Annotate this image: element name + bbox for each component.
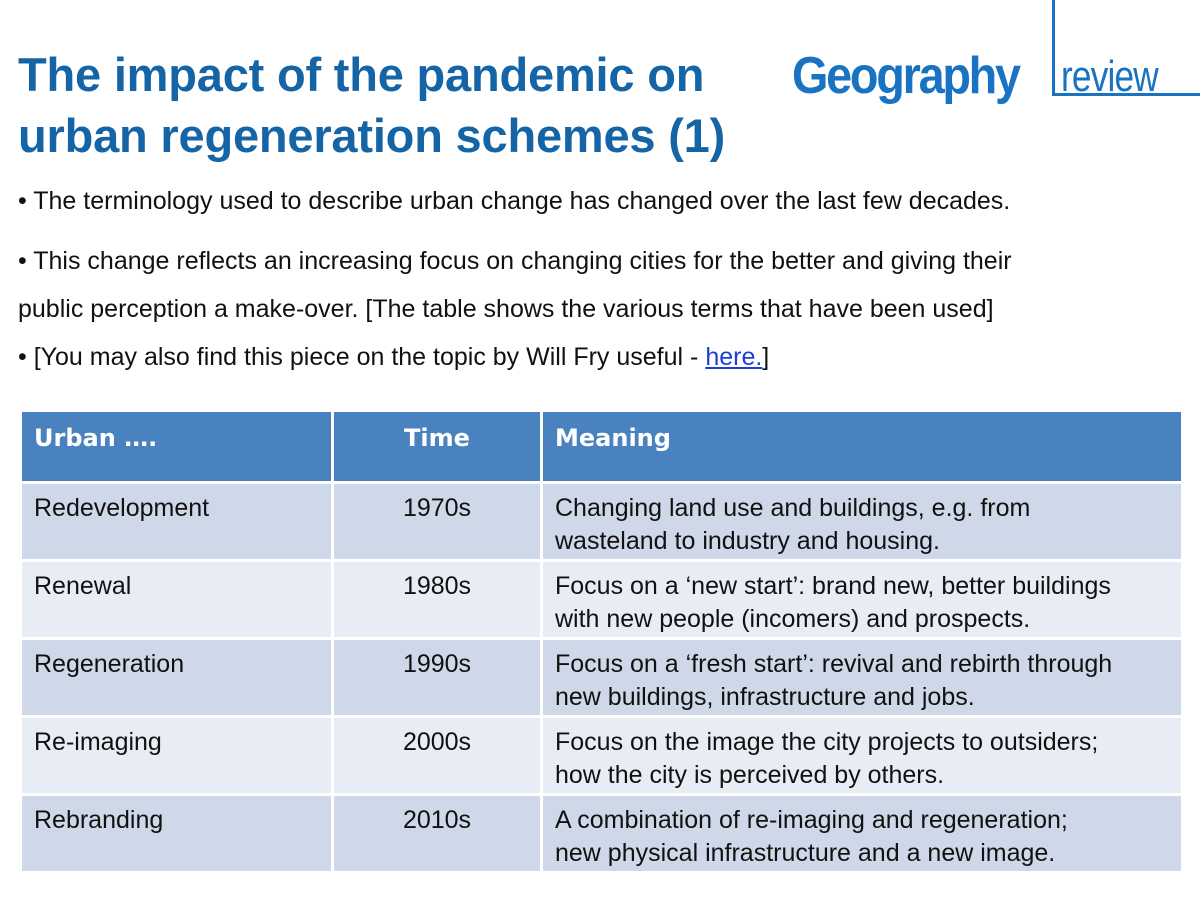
title-line-2: urban regeneration schemes (1)	[18, 109, 726, 162]
cell-time: 1980s	[333, 561, 542, 639]
meaning-line-2: how the city is perceived by others.	[555, 761, 945, 789]
meaning-line-2: new physical infrastructure and a new image.	[555, 839, 1056, 867]
terminology-table	[19, 409, 1184, 874]
meaning-line-2: wasteland to industry and housing.	[555, 527, 940, 555]
cell-term: Rebranding	[21, 795, 333, 873]
header-urban: Urban ….	[21, 411, 333, 483]
cell-meaning	[542, 717, 1183, 795]
cell-time: 1970s	[333, 483, 542, 561]
cell-meaning	[542, 483, 1183, 561]
table-row	[21, 561, 1183, 639]
meaning-line-2: with new people (incomers) and prospects.	[555, 605, 1031, 633]
cell-time: 2000s	[333, 717, 542, 795]
table-row	[21, 795, 1183, 873]
table-row	[21, 717, 1183, 795]
bullet-3	[18, 333, 1188, 381]
cell-meaning	[542, 795, 1183, 873]
meaning-line-1: Focus on a ‘new start’: brand new, better buildings	[555, 572, 1111, 600]
meaning-line-2: new buildings, infrastructure and jobs.	[555, 683, 975, 711]
bullet-3-end: ]	[762, 343, 770, 371]
table-row	[21, 639, 1183, 717]
table-header-row	[21, 411, 1183, 483]
cell-term: Re-imaging	[21, 717, 333, 795]
here-link[interactable]: here.	[705, 343, 763, 371]
bullet-2-line-2: public perception a make-over. [The table shows the various terms that have been used]	[18, 295, 994, 323]
logo-vertical-rule	[1052, 0, 1055, 96]
bullet-1: • The terminology used to describe urban change has changed over the last few decades.	[18, 187, 1011, 215]
bullet-list	[18, 177, 1188, 381]
geography-review-logo	[786, 0, 1200, 110]
meaning-line-1: Changing land use and buildings, e.g. from	[555, 494, 1031, 522]
bullet-2-line-1: • This change reflects an increasing focus on changing cities for the better and giving their	[18, 247, 1012, 275]
logo-word-review: review	[1061, 52, 1158, 101]
meaning-line-1: Focus on a ‘fresh start’: revival and rebirth through	[555, 650, 1113, 678]
header-meaning: Meaning	[542, 411, 1183, 483]
cell-meaning	[542, 561, 1183, 639]
logo-word-geography: Geography	[792, 47, 1019, 105]
cell-term: Renewal	[21, 561, 333, 639]
cell-term: Redevelopment	[21, 483, 333, 561]
meaning-line-1: Focus on the image the city projects to outsiders;	[555, 728, 1099, 756]
cell-term: Regeneration	[21, 639, 333, 717]
page-title	[18, 44, 798, 166]
bullet-3-text: • [You may also find this piece on the topic by Will Fry useful -	[18, 343, 706, 371]
cell-time: 2010s	[333, 795, 542, 873]
table-row	[21, 483, 1183, 561]
cell-time: 1990s	[333, 639, 542, 717]
cell-meaning	[542, 639, 1183, 717]
header-time: Time	[333, 411, 542, 483]
meaning-line-1: A combination of re-imaging and regeneration;	[555, 806, 1068, 834]
title-line-1: The impact of the pandemic on	[18, 48, 705, 101]
